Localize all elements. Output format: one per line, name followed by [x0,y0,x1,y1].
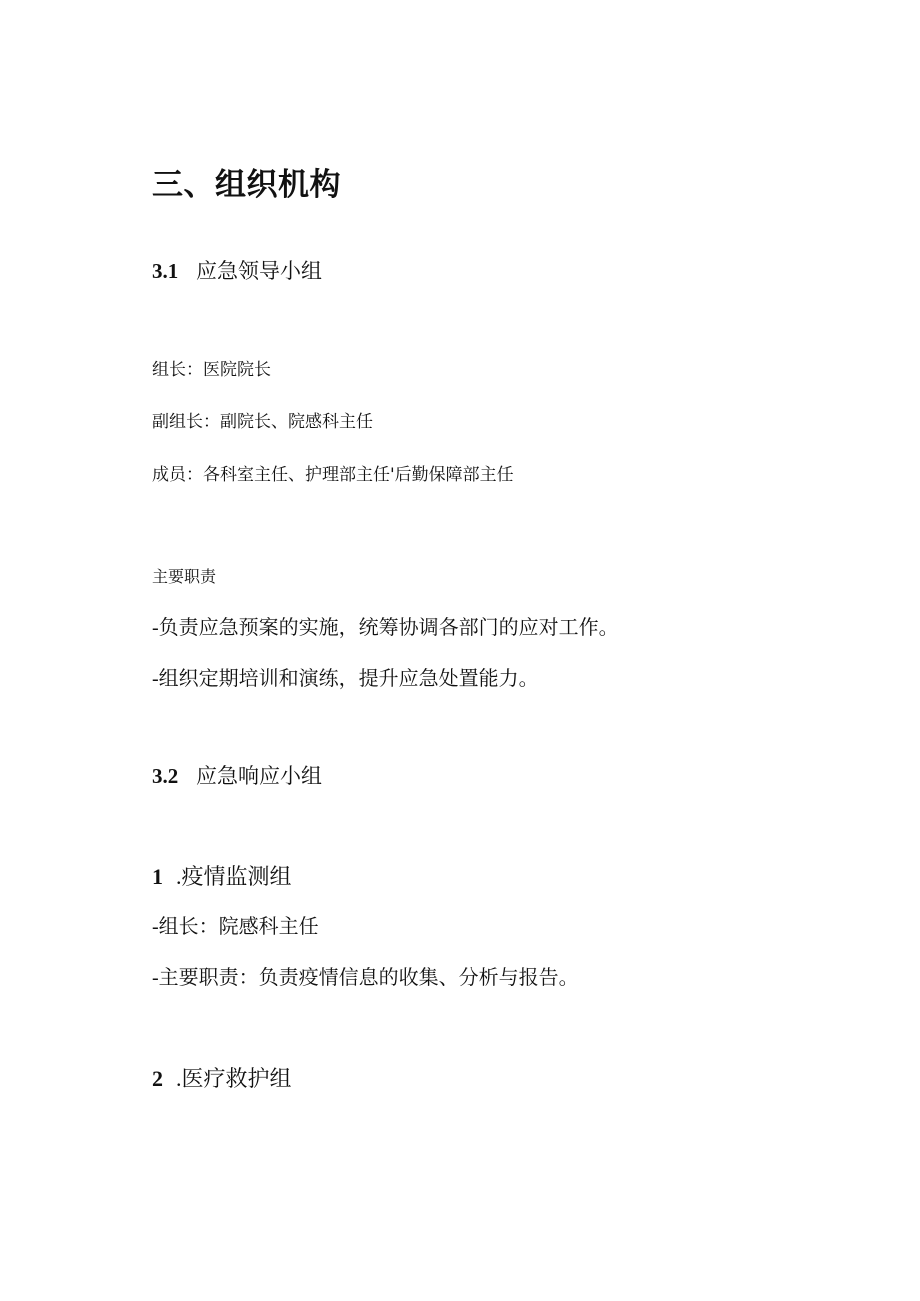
section-number: 3.1 [152,259,179,283]
group-detail-line: -主要职责：负责疫情信息的收集、分析与报告。 [152,967,579,989]
duties-label: 主要职责 [152,567,217,586]
page-title: 三、组织机构 [152,167,341,203]
section-number: 3.2 [152,764,179,788]
group-title: .医疗救护组 [176,1066,292,1091]
leader-line: 组长：医院院长 [152,360,271,380]
group-heading [152,1068,292,1090]
duty-item: -负责应急预案的实施，统筹协调各部门的应对工作。 [152,617,619,639]
duty-item: -组织定期培训和演练，提升应急处置能力。 [152,668,539,690]
group-title: .疫情监测组 [176,864,292,889]
members-line: 成员：各科室主任、护理部主任'后勤保障部主任 [152,465,514,485]
section-title: 应急响应小组 [196,764,322,788]
deputy-leader-line: 副组长：副院长、院感科主任 [152,412,373,432]
group-number: 2 [152,1066,163,1091]
group-heading [152,866,292,888]
section-heading-3-1 [152,261,322,282]
section-title: 应急领导小组 [196,259,322,283]
group-detail-line: -组长：院感科主任 [152,916,319,938]
group-number: 1 [152,864,163,889]
section-heading-3-2 [152,766,322,787]
